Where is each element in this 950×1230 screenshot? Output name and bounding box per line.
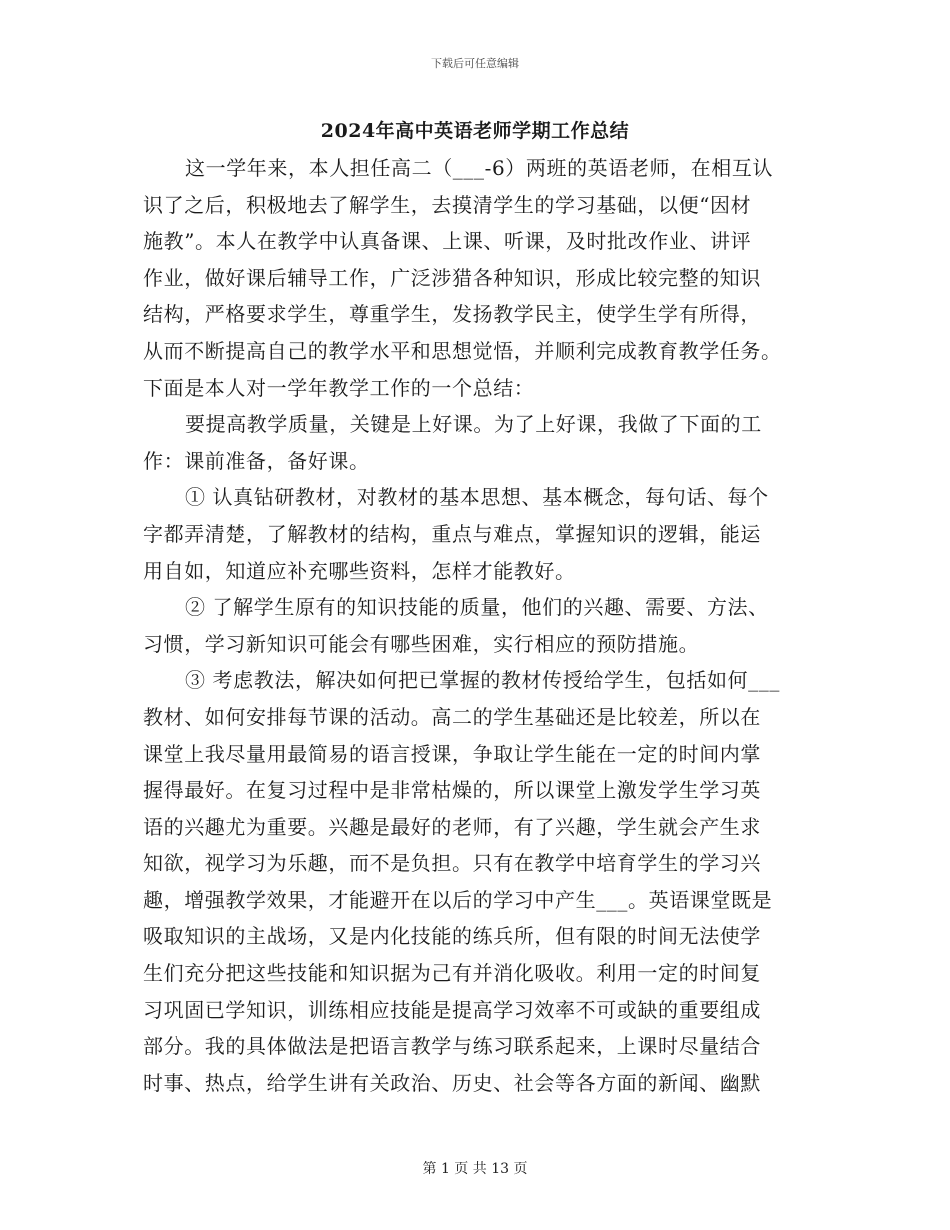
paragraph-line: 时事、热点，给学生讲有关政治、历史、社会等各方面的新闻、幽默 (143, 1070, 761, 1095)
paragraph-line: 这一学年来，本人担任高二（___-6）两班的英语老师，在相互认 (185, 156, 774, 180)
document-title: 2024年高中英语老师学期工作总结 (320, 120, 630, 142)
paragraph-line: 生们充分把这些技能和知识据为己有并消化吸收。利用一定的时间复 (143, 961, 761, 986)
paragraph-line: 教材、如何安排每节课的活动。高二的学生基础还是比较差，所以在 (143, 704, 761, 729)
paragraph-line: 作业，做好课后辅导工作，广泛涉猎各种知识，形成比较完整的知识 (143, 265, 761, 290)
document-body (143, 150, 810, 1101)
paragraph-line: 从而不断提高自己的教学水平和思想觉悟，并顺利完成教育教学任务。 (143, 338, 782, 363)
page-footer: 第 1 页 共 13 页 (422, 1161, 528, 1177)
paragraph-line: 握得最好。在复习过程中是非常枯燥的，所以课堂上激发学生学习英 (143, 778, 761, 803)
paragraph-line: 用自如，知道应补充哪些资料，怎样才能教好。 (143, 558, 576, 583)
paragraph-line: 字都弄清楚，了解教材的结构，重点与难点，掌握知识的逻辑，能运 (143, 521, 761, 546)
paragraph-line: 语的兴趣尤为重要。兴趣是最好的老师，有了兴趣，学生就会产生求 (143, 814, 761, 839)
paragraph-line: 识了之后，积极地去了解学生，去摸清学生的学习基础，以便“因材 (143, 192, 752, 217)
paragraph-line: 作：课前准备，备好课。 (143, 448, 370, 473)
paragraph-line: ② 了解学生原有的知识技能的质量，他们的兴趣、需要、方法、 (185, 595, 769, 620)
paragraph-line: 趣，增强教学效果，才能避开在以后的学习中产生___。英语课堂既是 (143, 887, 773, 912)
paragraph-line: 课堂上我尽量用最简易的语言授课，争取让学生能在一定的时间内掌 (143, 741, 761, 766)
paragraph-line: 要提高教学质量，关键是上好课。为了上好课，我做了下面的工 (185, 412, 762, 437)
paragraph-line: ① 认真钻研教材，对教材的基本思想、基本概念，每句话、每个 (185, 485, 769, 510)
paragraph-line: ③ 考虑教法，解决如何把已掌握的教材传授给学生，包括如何___ (185, 668, 780, 693)
paragraph-line: 知欲，视学习为乐趣，而不是负担。只有在教学中培育学生的学习兴 (143, 851, 761, 876)
paragraph-line: 施教”。本人在教学中认真备课、上课、听课，及时批改作业、讲评 (143, 229, 752, 254)
header-note: 下载后可任意编辑 (431, 57, 519, 70)
paragraph-line: 部分。我的具体做法是把语言教学与练习联系起来，上课时尽量结合 (143, 1034, 761, 1059)
paragraph-line: 吸取知识的主战场，又是内化技能的练兵所，但有限的时间无法使学 (143, 924, 761, 949)
paragraph-line: 结构，严格要求学生，尊重学生，发扬教学民主，使学生学有所得， (143, 302, 761, 327)
paragraph-line: 习惯，学习新知识可能会有哪些困难，实行相应的预防措施。 (143, 631, 700, 656)
paragraph-line: 下面是本人对一学年教学工作的一个总结： (143, 375, 535, 400)
paragraph-line: 习巩固已学知识，训练相应技能是提高学习效率不可或缺的重要组成 (143, 997, 761, 1022)
